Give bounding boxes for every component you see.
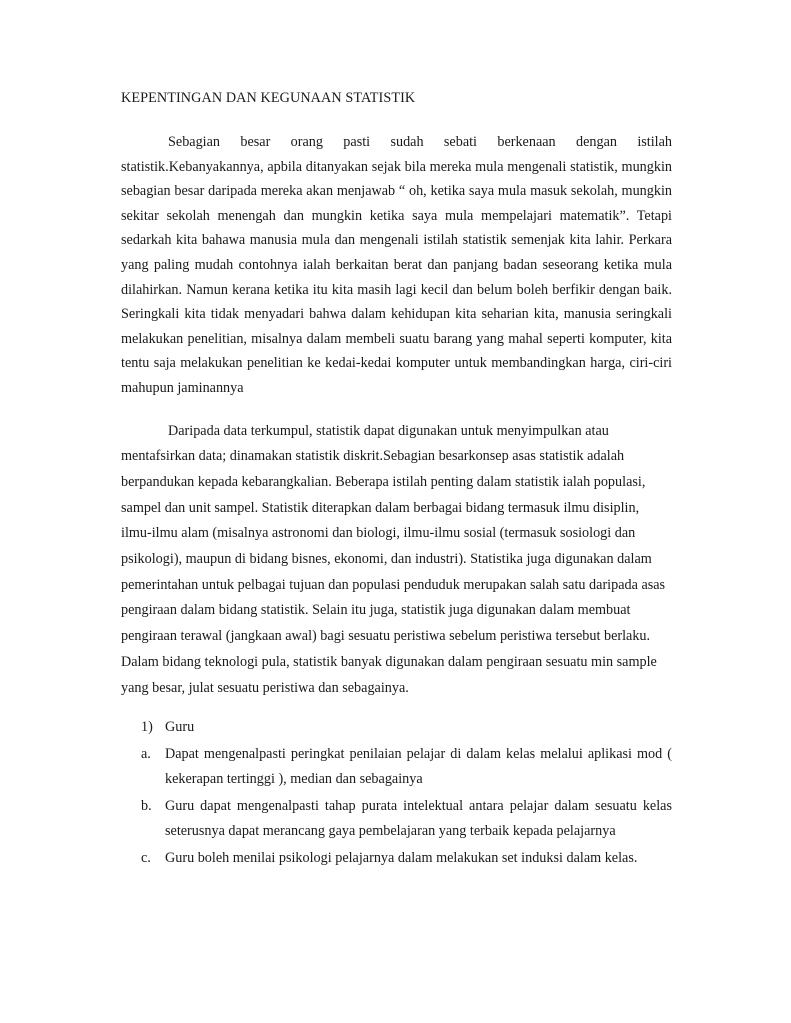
list-heading-text: Guru — [165, 719, 195, 736]
document-title: KEPENTINGAN DAN KEGUNAAN STATISTIK — [121, 90, 416, 106]
list-item — [121, 742, 672, 793]
list-heading — [121, 715, 672, 741]
usage-list — [121, 715, 672, 871]
list-heading-marker: 1) — [141, 719, 153, 736]
document-body — [121, 86, 672, 871]
list-item-text: Guru dapat mengenalpasti tahap purata intelektual antara pelajar dalam sesuatu kelas seterusnya dapat merancang gaya pembelajaran yang terbaik kepada pelajarnya — [165, 797, 672, 840]
list-item-marker: a. — [141, 745, 151, 762]
list-item — [121, 846, 672, 872]
list-item — [121, 794, 672, 845]
list-item-text: Dapat mengenalpasti peringkat penilaian pelajar di dalam kelas melalui aplikasi mod ( kekerapan tertinggi ), median dan sebagainya — [165, 745, 672, 788]
paragraph-1: Sebagian besar orang pasti sudah sebati berkenaan dengan istilah statistik.Kebanyakannya, apbila ditanyakan sejak bila mereka mula mengenali statistik, mungkin sebagian besar daripada mereka akan menjawab “ oh, ketika saya mula masuk sekolah, mungkin sekitar sekolah menengah dan mungkin ketika saya mula mempelajari matematik”. Tetapi sedarkah kita bahawa manusia mula dan mengenali istilah statistik semenjak kita lahir. Perkara yang paling mudah contohnya ialah berkaitan berat dan panjang badan seseorang ketika mula dilahirkan. Namun kerana ketika itu kita masih lagi kecil dan belum boleh berfikir dengan baik. Seringkali kita tidak menyadari bahwa dalam kehidupan kita seharian kita, manusia seringkali melakukan penelitian, misalnya dalam membeli suatu barang yang mahal seperti komputer, kita tentu saja melakukan penelitian ke kedai-kedai komputer untuk membandingkan harga, ciri-ciri mahupun jaminannya — [121, 134, 672, 396]
paragraph-2: Daripada data terkumpul, statistik dapat digunakan untuk menyimpulkan atau mentafsirkan data; dinamakan statistik diskrit.Sebagian besarkonsep asas statistik adalah berpandukan kepada kebarangkalian. Beberapa istilah penting dalam statistik ialah populasi, sampel dan unit sampel. Statistik diterapkan dalam berbagai bidang termasuk ilmu disiplin, ilmu-ilmu alam (misalnya astronomi dan biologi, ilmu-ilmu sosial (termasuk sosiologi dan psikologi), maupun di bidang bisnes, ekonomi, dan industri). Statistika juga digunakan dalam pemerintahan untuk pelbagai tujuan dan populasi penduduk merupakan salah satu daripada asas pengiraan dalam bidang statistik. Selain itu juga, statistik juga digunakan dalam membuat pengiraan terawal (jangkaan awal) bagi sesuatu peristiwa sebelum peristiwa tersebut berlaku. Dalam bidang teknologi pula, statistik banyak digunakan dalam pengiraan sesuatu min sample yang besar, julat sesuatu peristiwa dan sebagainya. — [121, 422, 666, 696]
list-item-marker: b. — [141, 797, 152, 814]
list-item-marker: c. — [141, 849, 151, 866]
list-item-text: Guru boleh menilai psikologi pelajarnya dalam melakukan set induksi dalam kelas. — [165, 849, 638, 866]
